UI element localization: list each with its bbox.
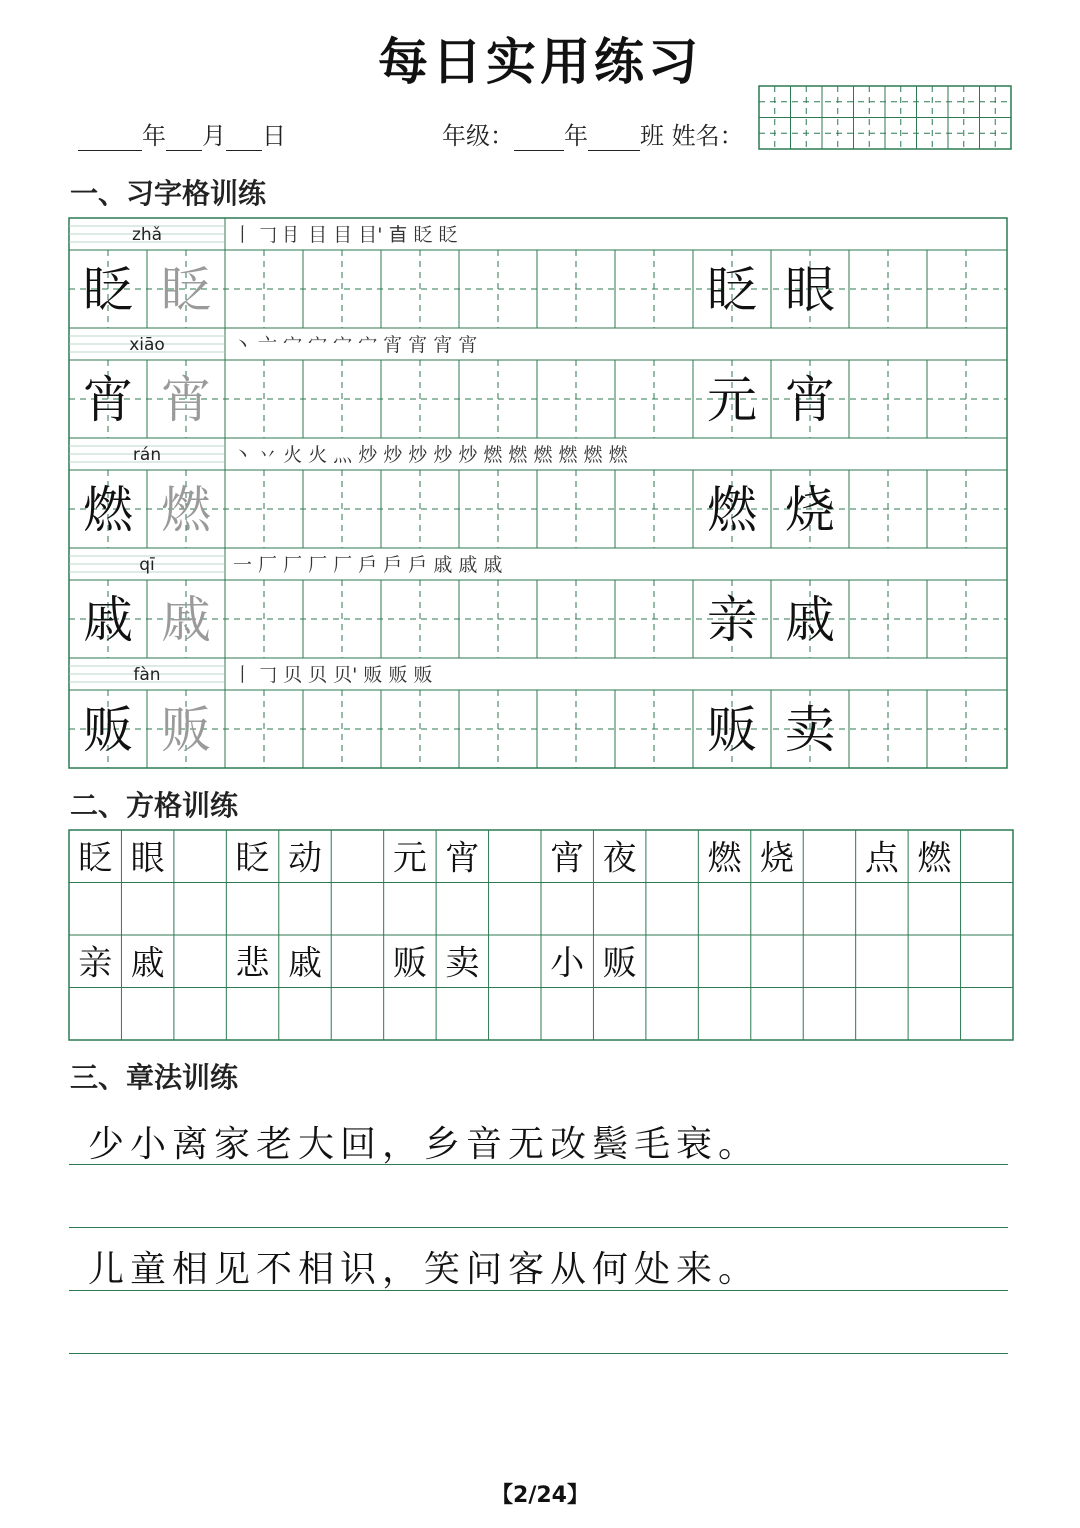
trace-char: 宵 (161, 371, 211, 429)
pinyin-label: xiāo (129, 335, 165, 355)
pinyin-label: zhǎ (131, 225, 163, 245)
grid-char: 元 (392, 838, 427, 879)
grid-char: 宵 (550, 838, 585, 879)
year-label: 年 (142, 122, 166, 150)
grid-char: 眨 (235, 838, 270, 879)
grade-label: 年级： (442, 122, 514, 150)
grid-char: 悲 (235, 943, 270, 984)
grid-char: 夜 (602, 838, 637, 879)
day-label: 日 (262, 122, 286, 150)
poem-line-1: 少小离家老大回，乡音无改鬓毛衰。 (88, 1124, 761, 1165)
section-title-2: 二、方格训练 (70, 789, 239, 822)
section-title-1: 一、习字格训练 (70, 177, 267, 210)
stroke-order: 丶 丷 火 火 灬 炒 炒 炒 炒 炒 燃 燃 燃 燃 燃 燃 (233, 444, 628, 466)
trace-char: 眨 (161, 261, 211, 319)
grid-char: 贩 (392, 943, 427, 984)
writing-rule (69, 1353, 1008, 1354)
word-char: 元 (707, 371, 757, 429)
pinyin-label: fàn (133, 665, 161, 685)
model-char: 眨 (83, 261, 133, 319)
name-label: 姓名： (671, 122, 744, 150)
grade-year-label: 年 (564, 122, 588, 150)
grid-char: 动 (288, 838, 322, 879)
writing-rule (69, 1164, 1008, 1165)
grid-char: 宵 (445, 838, 480, 879)
pinyin-label: qī (139, 555, 155, 575)
trace-char: 戚 (161, 591, 211, 649)
grid-char: 燃 (707, 838, 742, 879)
word-char: 烧 (785, 481, 835, 539)
model-char: 燃 (83, 481, 133, 539)
word-char: 宵 (785, 371, 835, 429)
model-char: 戚 (83, 591, 133, 649)
class-label: 班 (640, 122, 664, 150)
poem-line-2: 儿童相见不相识，笑问客从何处来。 (88, 1249, 761, 1290)
grid-char: 眼 (130, 838, 165, 879)
pinyin-label: rán (132, 445, 162, 465)
stroke-order: 一 厂 厂 厂 厂 戶 戶 戶 戚 戚 戚 (233, 554, 503, 576)
page-title: 每日实用练习 (378, 33, 702, 91)
grid-char: 烧 (760, 838, 794, 879)
word-char: 眨 (707, 261, 757, 319)
word-char: 贩 (707, 701, 757, 759)
word-char: 眼 (785, 261, 835, 319)
word-char: 燃 (707, 481, 757, 539)
model-char: 宵 (83, 371, 133, 429)
grid-char: 贩 (602, 943, 637, 984)
trace-char: 贩 (161, 701, 211, 759)
grid-char: 点 (864, 838, 899, 879)
writing-rule (69, 1290, 1008, 1291)
stroke-order: 丶 亠 宀 宀 宀 宀 宵 宵 宵 宵 (233, 334, 478, 356)
stroke-order: 丨 𠃌 ⺝ 目 目 目' 𥃭 眨 眨 (233, 224, 458, 246)
trace-char: 燃 (161, 481, 211, 539)
grid-char: 卖 (445, 943, 480, 984)
model-char: 贩 (83, 701, 133, 759)
word-char: 卖 (785, 701, 835, 759)
page-number: 【2/24】 (491, 1483, 589, 1508)
month-label: 月 (202, 122, 226, 150)
grid-char: 眨 (78, 838, 113, 879)
section-title-3: 三、章法训练 (70, 1061, 239, 1094)
grid-char: 燃 (917, 838, 952, 879)
writing-rule (69, 1227, 1008, 1228)
word-char: 戚 (785, 591, 835, 649)
grid-char: 戚 (130, 943, 165, 984)
stroke-order: 丨 𠃌 贝 贝 贝' 贩 贩 贩 (233, 664, 433, 686)
grid-char: 戚 (288, 943, 322, 984)
grid-char: 亲 (78, 943, 113, 984)
grid-char: 小 (550, 943, 585, 984)
word-char: 亲 (707, 591, 757, 649)
